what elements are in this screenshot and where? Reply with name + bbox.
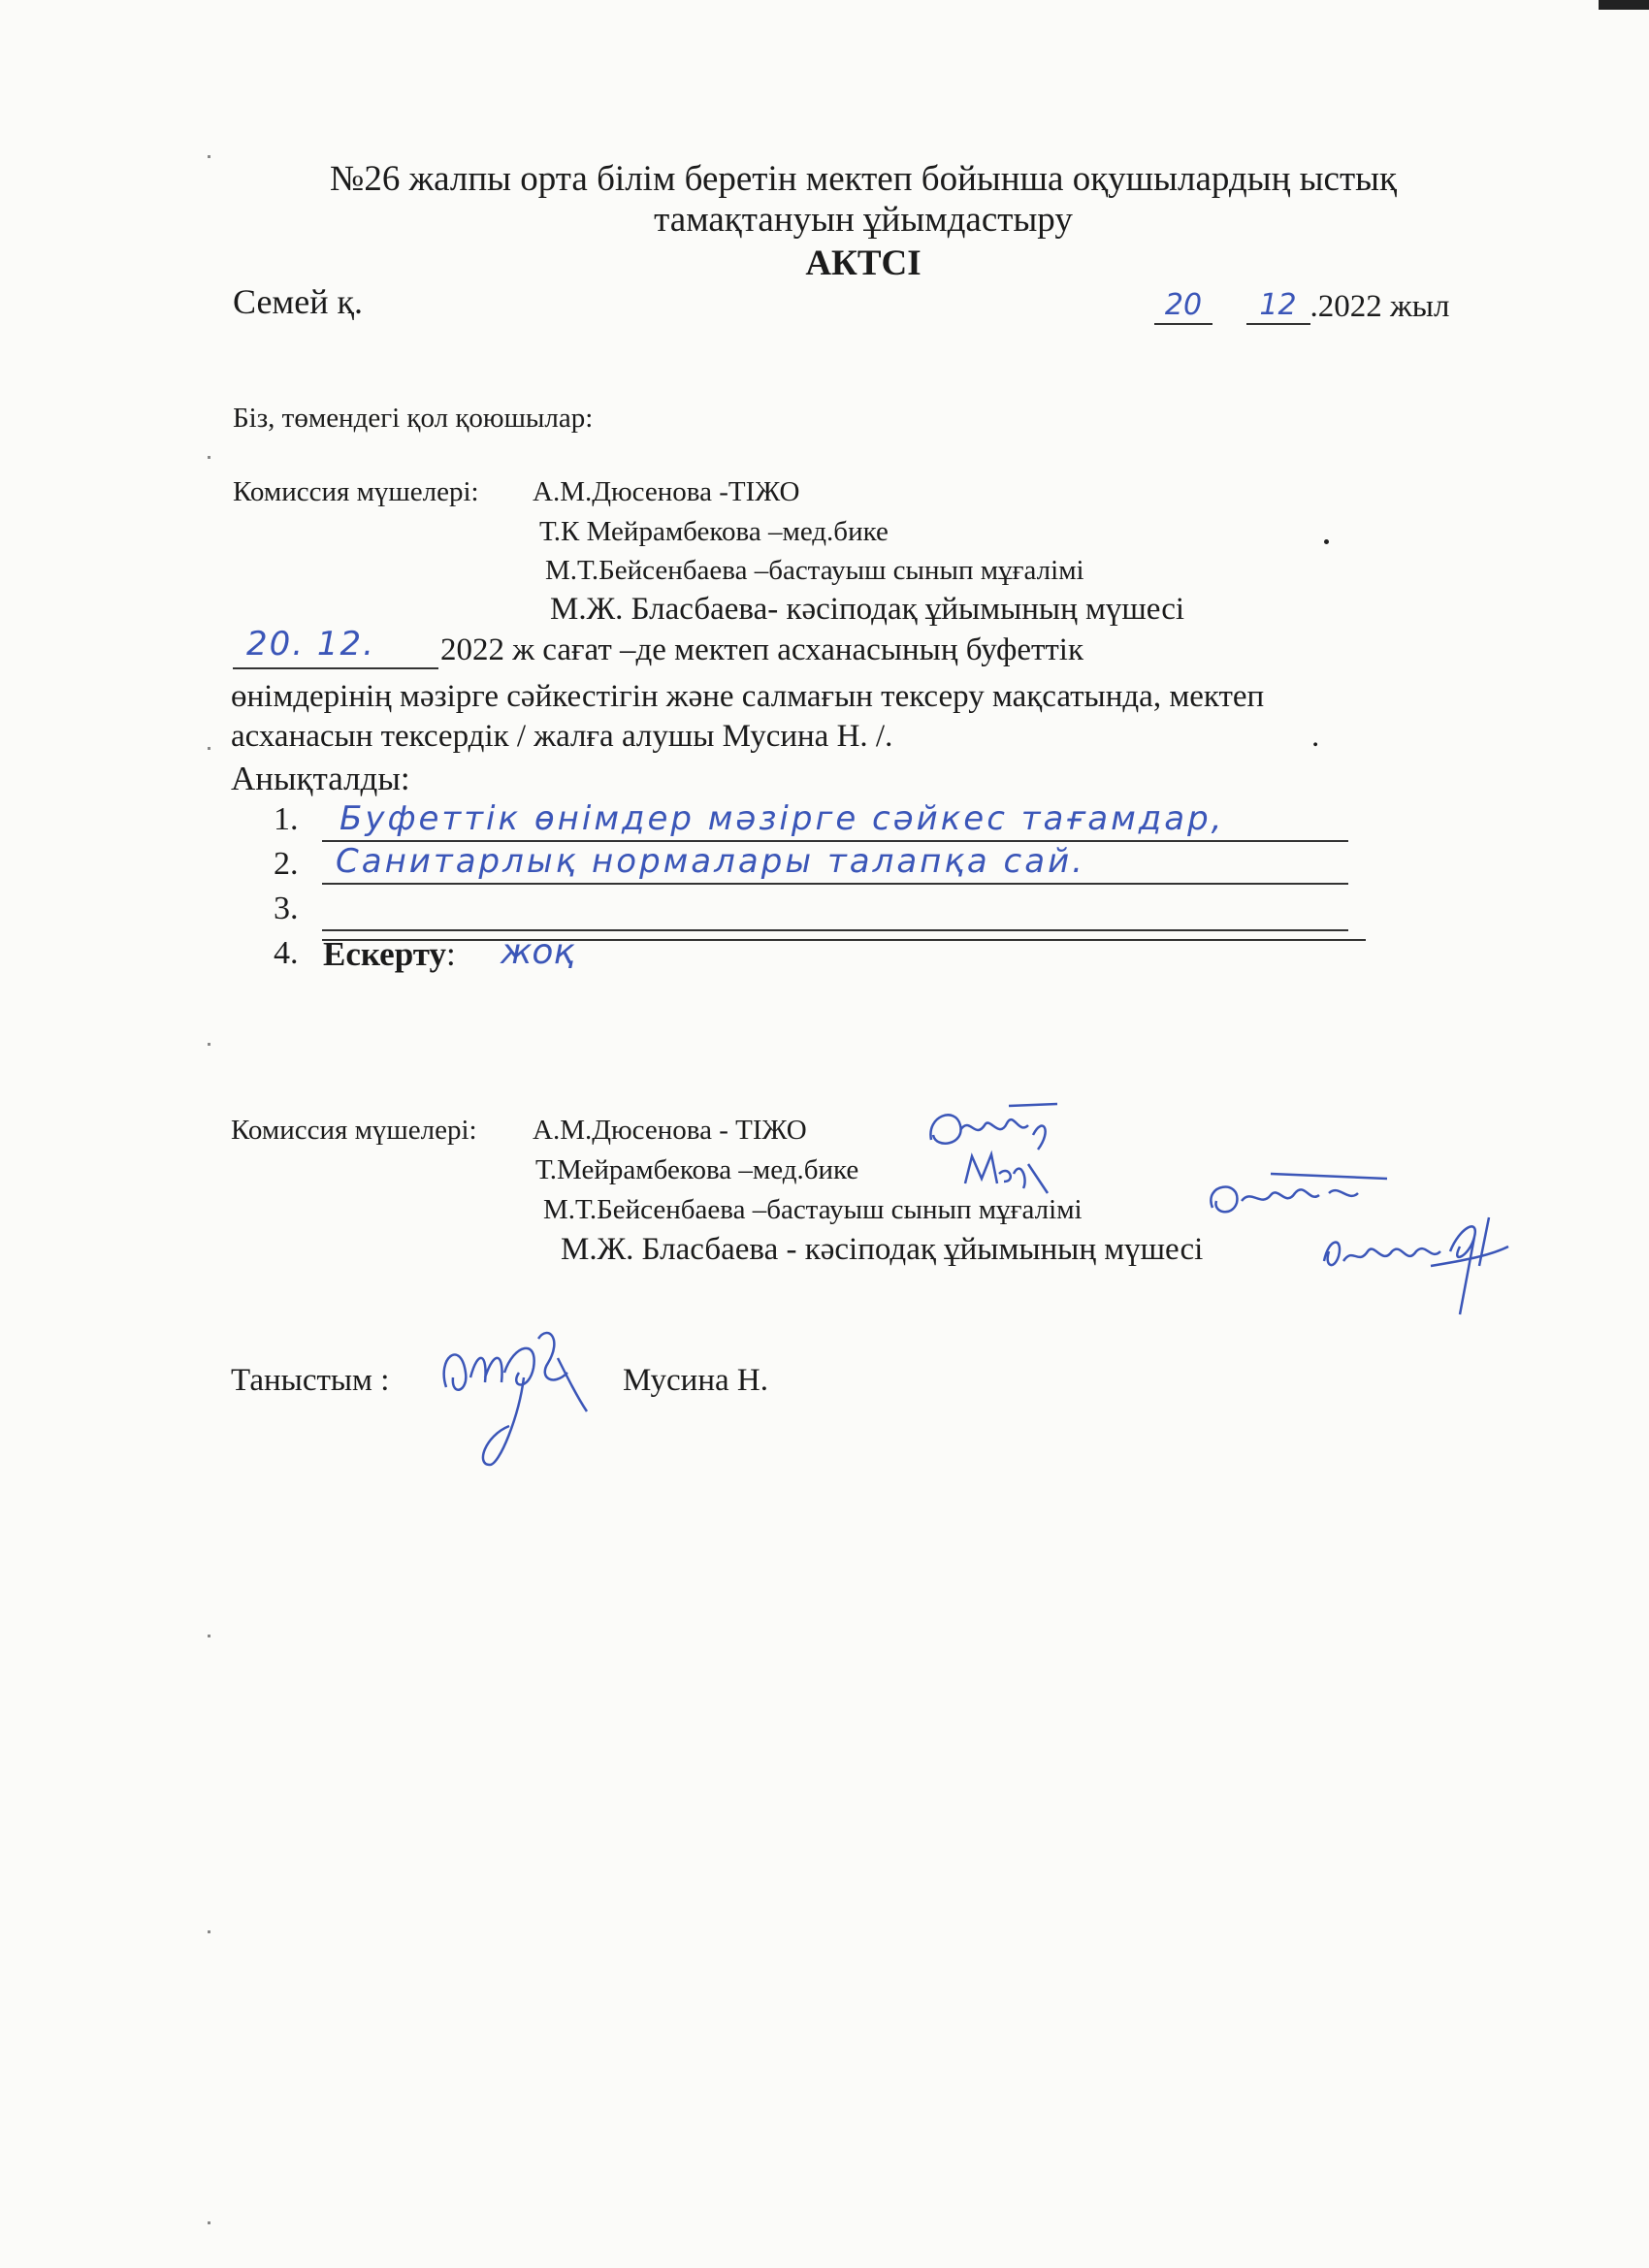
commission-member-1: А.М.Дюсенова -ТІЖО <box>533 476 800 507</box>
body-line-3: асханасын тексердік / жалға алушы Мусина Н. /. <box>231 719 893 754</box>
handwritten-date: 20. 12. <box>246 625 375 664</box>
signature-meirambekova <box>960 1145 1057 1203</box>
commission-member-3: М.Т.Бейсенбаева –бастауыш сынып мұғалімі <box>545 555 1084 586</box>
signatures-label: Комиссия мүшелері: <box>231 1115 477 1146</box>
finding-1-line <box>322 799 1348 842</box>
body-line-2: өнімдерінің мәзірге сәйкестігін және салмағын тексеру мақсатында, мектеп <box>231 679 1265 714</box>
signature-blasbaeva <box>1314 1208 1528 1324</box>
finding-3-underline-extra <box>322 912 1366 941</box>
signature-member-1: А.М.Дюсенова - ТІЖО <box>533 1115 807 1146</box>
note-number: 4. <box>274 935 299 971</box>
stray-dot <box>1324 539 1329 544</box>
commission-member-4: М.Ж. Бласбаева- кәсіподақ ұйымының мүшесі <box>550 592 1185 627</box>
title-line-1: №26 жалпы орта білім беретін мектеп бойынша оқушылардың ыстық <box>330 159 1397 199</box>
handwritten-date-field <box>233 625 438 669</box>
title-line-2: тамақтануын ұйымдастыру <box>654 200 1073 240</box>
note-text: жоқ <box>501 932 575 972</box>
note-label-text: Ескерту <box>323 935 446 973</box>
commission-label: Комиссия мүшелері: <box>233 476 479 507</box>
note-label <box>323 935 456 974</box>
signature-member-4: М.Ж. Бласбаева - кәсіподақ ұйымының мүшесі <box>561 1232 1204 1267</box>
margin-mark <box>208 155 210 158</box>
finding-2-number: 2. <box>274 846 299 882</box>
margin-mark <box>208 1930 210 1933</box>
finding-2-line <box>322 842 1348 885</box>
acquainted-name: Мусина Н. <box>623 1363 768 1398</box>
date-month: 12 <box>1246 290 1310 325</box>
margin-mark <box>208 2221 210 2224</box>
finding-3-number: 3. <box>274 891 299 926</box>
finding-1-number: 1. <box>274 801 299 837</box>
intro-text: Біз, төмендегі қол қоюшылар: <box>233 403 594 434</box>
scan-corner-mark <box>1599 0 1649 10</box>
acquainted-label: Таныстым : <box>231 1363 390 1398</box>
margin-mark <box>208 1043 210 1046</box>
signature-member-3: М.Т.Бейсенбаева –бастауыш сынып мұғалімі <box>543 1194 1083 1225</box>
margin-mark <box>208 747 210 750</box>
findings-label: Анықталды: <box>231 760 410 797</box>
signature-member-2: Т.Мейрамбекова –мед.бике <box>535 1154 859 1185</box>
note-colon: : <box>445 935 456 973</box>
document-date <box>1154 289 1449 325</box>
document-title: АКТСІ <box>805 243 922 283</box>
date-day: 20 <box>1154 290 1212 325</box>
body-line-1: 2022 ж сағат –де мектеп асханасының буфеттік <box>440 632 1084 667</box>
city: Семей қ. <box>233 282 363 321</box>
finding-1-text: Буфеттік өнімдер мәзірге сәйкес тағамдар, <box>340 799 1225 838</box>
margin-mark <box>208 1635 210 1637</box>
margin-mark <box>208 456 210 459</box>
date-year: .2022 жыл <box>1310 289 1450 324</box>
finding-2-text: Санитарлық нормалары талапқа сай. <box>336 842 1085 881</box>
signature-musina <box>432 1319 616 1479</box>
body-line-3-dot: . <box>1311 719 1320 754</box>
commission-member-2: Т.К Мейрамбекова –мед.бике <box>539 516 889 547</box>
